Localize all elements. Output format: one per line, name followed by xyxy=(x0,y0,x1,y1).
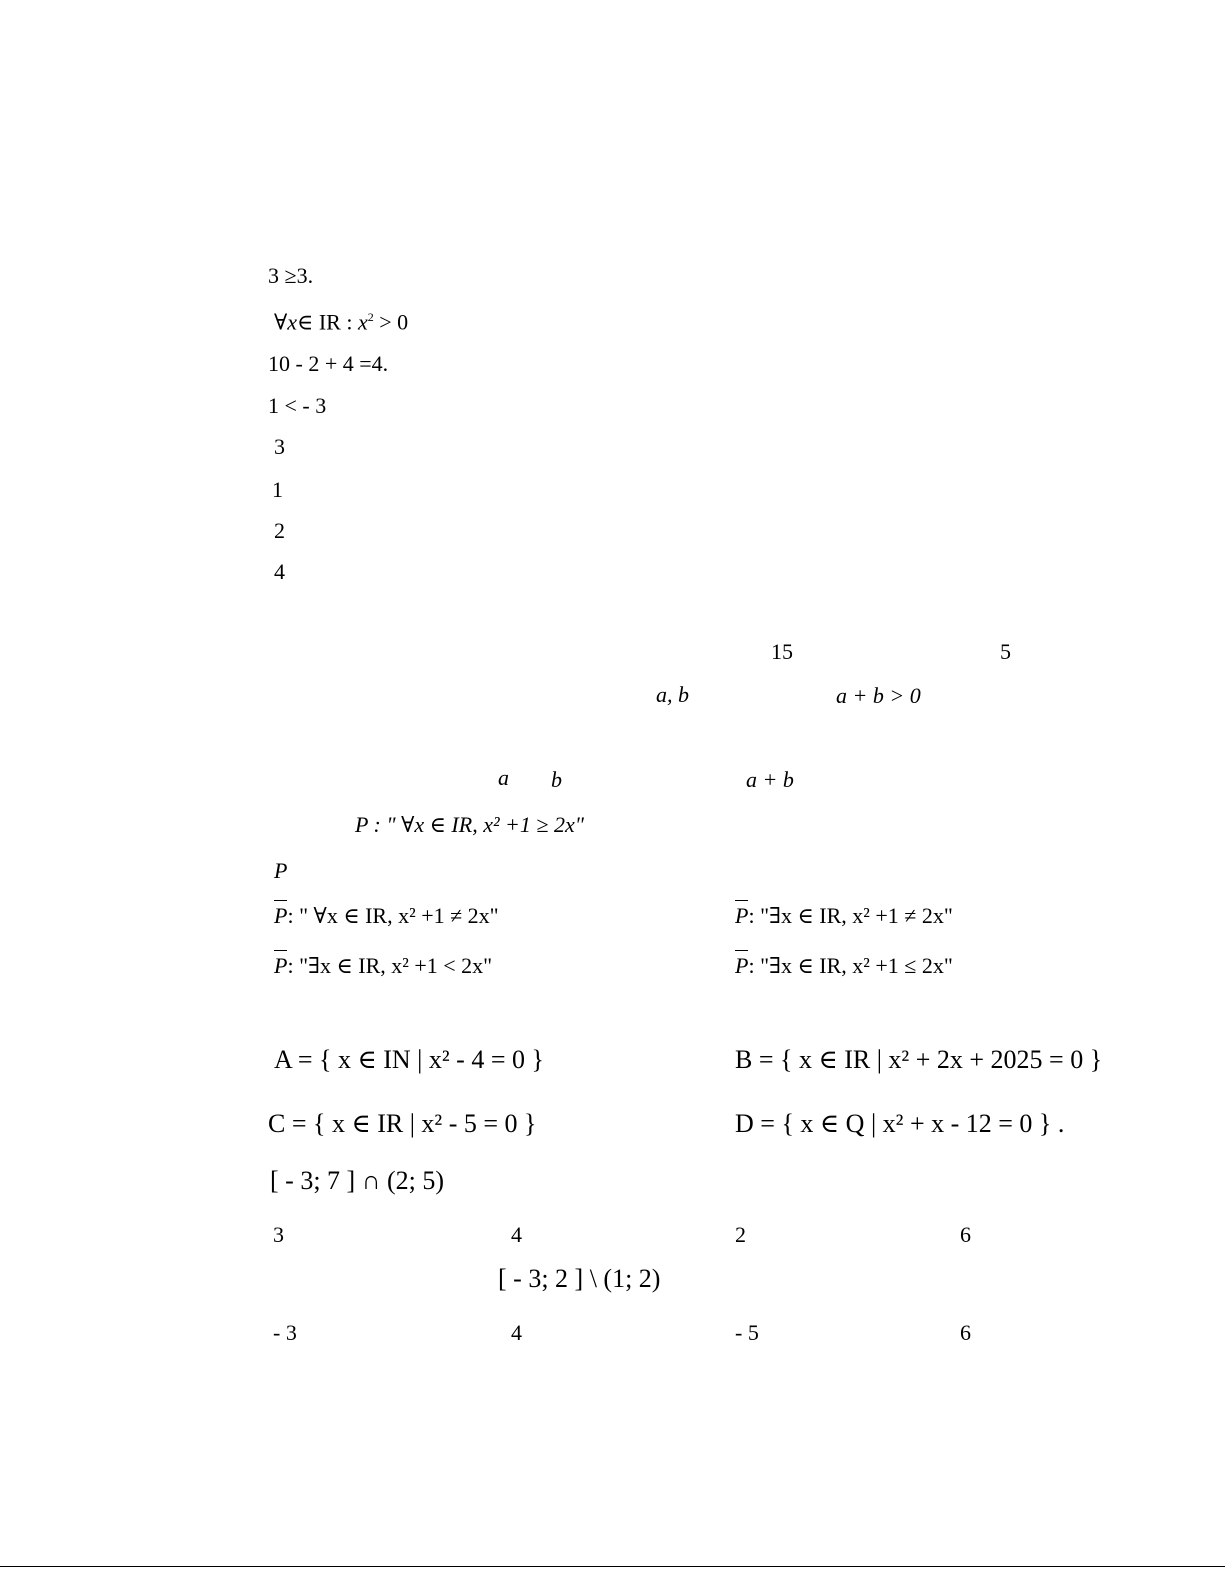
vars-a-b: a, b xyxy=(656,682,689,707)
negation-option-a xyxy=(274,905,499,927)
P-label: P xyxy=(274,858,288,883)
var-b: b xyxy=(551,767,562,792)
negation-option-a-text: : " ∀x ∈ IR, x² +1 ≠ 2x" xyxy=(287,903,499,928)
number-15: 15 xyxy=(771,639,793,664)
interval-difference: [ - 3; 2 ] \ (1; 2) xyxy=(498,1264,661,1293)
P-bar: P xyxy=(735,903,749,928)
var-x-squared: x xyxy=(357,309,368,335)
P-bar: P xyxy=(274,953,288,978)
q5-option-3: 2 xyxy=(735,1222,746,1247)
answer-option-2: 1 xyxy=(272,477,283,502)
page-bottom-rule xyxy=(0,1566,1225,1567)
q5-option-2: 4 xyxy=(511,1222,522,1247)
forall-symbol: ∀ xyxy=(274,309,288,335)
q6-option-1: - 3 xyxy=(273,1320,297,1345)
set-A: A = { x ∈ IN | x² - 4 = 0 } xyxy=(274,1045,544,1074)
q6-option-2: 4 xyxy=(511,1320,522,1345)
P-bar: P xyxy=(274,903,288,928)
exponent: 2 xyxy=(367,310,374,324)
interval-intersection: [ - 3; 7 ] ∩ (2; 5) xyxy=(270,1166,445,1195)
negation-option-c-text: : "∃x ∈ IR, x² +1 < 2x" xyxy=(287,953,493,978)
set-D: D = { x ∈ Q | x² + x - 12 = 0 } . xyxy=(735,1109,1065,1138)
number-5: 5 xyxy=(1000,639,1011,664)
var-x: x xyxy=(287,309,298,335)
statement-1: 3 ≥3. xyxy=(268,263,314,288)
set-C: C = { x ∈ IR | x² - 5 = 0 } xyxy=(268,1109,537,1138)
condition-sum-positive: a + b > 0 xyxy=(836,683,921,708)
proposition-P: P : " ∀x ∈ IR, x² +1 ≥ 2x" xyxy=(355,812,584,837)
q5-option-1: 3 xyxy=(273,1222,284,1247)
answer-option-1: 3 xyxy=(274,434,285,459)
answer-option-3: 2 xyxy=(274,518,285,543)
negation-option-b-text: : "∃x ∈ IR, x² +1 ≠ 2x" xyxy=(748,903,953,928)
q6-option-3: - 5 xyxy=(735,1320,759,1345)
statement-3: 10 - 2 + 4 =4. xyxy=(268,351,389,376)
q6-option-4: 6 xyxy=(960,1320,971,1345)
negation-option-b xyxy=(735,905,953,927)
statement-4: 1 < - 3 xyxy=(268,393,327,418)
P-bar: P xyxy=(735,953,749,978)
statement-2-end: > 0 xyxy=(373,309,409,335)
set-B: B = { x ∈ IR | x² + 2x + 2025 = 0 } xyxy=(735,1045,1103,1074)
negation-option-d xyxy=(735,955,953,977)
answer-option-4: 4 xyxy=(274,559,285,584)
negation-option-d-text: : "∃x ∈ IR, x² +1 ≤ 2x" xyxy=(748,953,953,978)
q5-option-4: 6 xyxy=(960,1222,971,1247)
var-a: a xyxy=(498,765,509,790)
negation-option-c xyxy=(274,955,492,977)
sum-a-b: a + b xyxy=(746,767,794,792)
statement-2-mid: ∈ IR : xyxy=(297,309,358,335)
statement-2 xyxy=(274,311,408,333)
